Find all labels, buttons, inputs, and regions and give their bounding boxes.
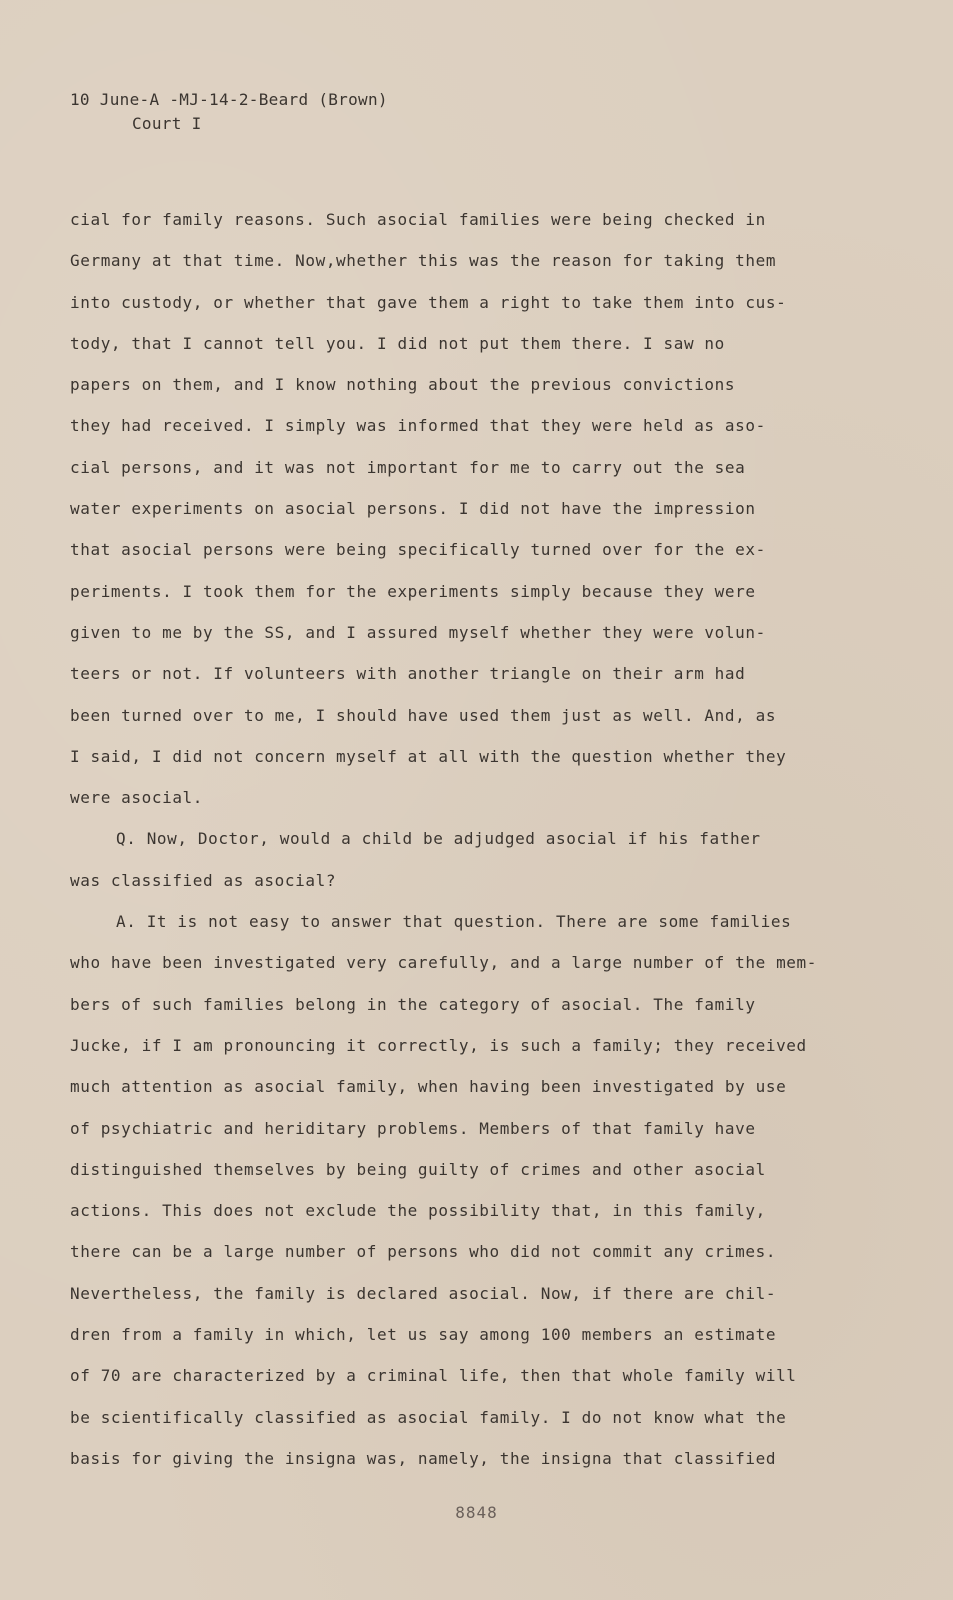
- transcript-line: actions. This does not exclude the possibility that, in this family,: [70, 1201, 766, 1221]
- transcript-line: there can be a large number of persons who did not commit any crimes.: [70, 1242, 777, 1262]
- transcript-line: given to me by the SS, and I assured myself whether they were volun-: [70, 622, 766, 642]
- page-number: 8848: [455, 1503, 498, 1522]
- document-header: [70, 88, 388, 136]
- transcript-line: Jucke, if I am pronouncing it correctly, is such a family; they received: [70, 1035, 807, 1055]
- transcript-line: cial for family reasons. Such asocial families were being checked in: [70, 210, 766, 229]
- transcript-line: of 70 are characterized by a criminal life, then that whole family will: [70, 1366, 797, 1386]
- transcript-body: [70, 205, 910, 1485]
- transcript-line: who have been investigated very carefully, and a large number of the mem-: [70, 953, 817, 973]
- transcript-line: Q. Now, Doctor, would a child be adjudged asocial if his father: [116, 829, 761, 849]
- transcript-line: I said, I did not concern myself at all with the question whether they: [70, 746, 787, 766]
- transcript-line: periments. I took them for the experiments simply because they were: [70, 581, 756, 601]
- transcript-line: bers of such families belong in the category of asocial. The family: [70, 994, 756, 1014]
- transcript-line: tody, that I cannot tell you. I did not put them there. I saw no: [70, 333, 725, 353]
- transcript-line: was classified as asocial?: [70, 870, 337, 890]
- transcript-line: that asocial persons were being specifically turned over for the ex-: [70, 540, 766, 560]
- transcript-line: water experiments on asocial persons. I did not have the impression: [70, 499, 756, 519]
- transcript-line: papers on them, and I know nothing about the previous convictions: [70, 375, 736, 395]
- transcript-line: were asocial.: [70, 788, 204, 808]
- transcript-line: teers or not. If volunteers with another triangle on their arm had: [70, 664, 746, 684]
- transcript-line: basis for giving the insigna was, namely, the insigna that classified: [70, 1448, 777, 1468]
- transcript-line: be scientifically classified as asocial family. I do not know what the: [70, 1407, 787, 1427]
- header-session-line: 10 June-A -MJ-14-2-Beard (Brown): [70, 90, 388, 109]
- transcript-line: much attention as asocial family, when having been investigated by use: [70, 1077, 787, 1097]
- transcript-line: Nevertheless, the family is declared asocial. Now, if there are chil-: [70, 1283, 777, 1303]
- transcript-line: dren from a family in which, let us say among 100 members an estimate: [70, 1325, 777, 1345]
- transcript-line: distinguished themselves by being guilty of crimes and other asocial: [70, 1159, 766, 1179]
- transcript-line: been turned over to me, I should have used them just as well. And, as: [70, 705, 777, 725]
- transcript-line: into custody, or whether that gave them a right to take them into cus-: [70, 292, 787, 312]
- transcript-line: they had received. I simply was informed that they were held as aso-: [70, 416, 766, 436]
- transcript-line: Germany at that time. Now,whether this was the reason for taking them: [70, 251, 777, 271]
- transcript-line: of psychiatric and heriditary problems. Members of that family have: [70, 1118, 756, 1138]
- transcript-line: cial persons, and it was not important for me to carry out the sea: [70, 457, 746, 477]
- transcript-line: A. It is not easy to answer that question. There are some families: [116, 912, 792, 932]
- header-court-line: Court I: [132, 114, 202, 133]
